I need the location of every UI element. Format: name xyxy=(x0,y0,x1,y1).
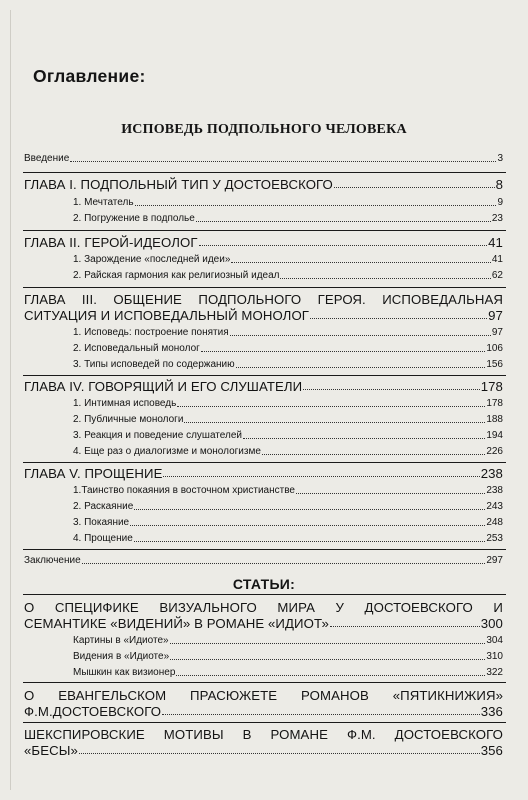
toc-chapter-3 xyxy=(24,308,503,323)
article-page: 336 xyxy=(480,704,503,719)
dot-leader xyxy=(310,308,487,319)
dot-leader xyxy=(176,667,485,676)
section-page: 226 xyxy=(486,446,503,457)
dot-leader xyxy=(231,254,490,263)
dot-leader xyxy=(170,635,486,644)
article-title: «БЕСЫ» xyxy=(24,743,78,758)
section-page: 322 xyxy=(486,667,503,678)
dot-leader xyxy=(134,501,485,510)
article-page: 356 xyxy=(480,743,503,758)
divider-rule xyxy=(23,375,506,376)
toc-section xyxy=(73,327,503,340)
divider-rule xyxy=(23,722,506,723)
section-page: 97 xyxy=(491,327,503,338)
toc-chapter-2 xyxy=(24,235,503,250)
chapter-title: ГЛАВА II. ГЕРОЙ-ИДЕОЛОГ xyxy=(24,235,198,250)
divider-rule xyxy=(23,594,506,595)
toc-section xyxy=(73,254,503,267)
toc-section xyxy=(73,270,503,283)
article-page: 300 xyxy=(480,616,503,631)
section-label: 1.Таинство покаяния в восточном христианстве xyxy=(73,485,295,496)
section-page: 243 xyxy=(486,501,503,512)
dot-leader xyxy=(130,517,485,526)
section-label: Картины в «Идиоте» xyxy=(73,635,169,646)
dot-leader xyxy=(184,414,485,423)
section-label: 3. Типы исповедей по содержанию xyxy=(73,359,235,370)
toc-chapter-5 xyxy=(24,466,503,481)
dot-leader xyxy=(70,153,496,162)
chapter-title: ГЛАВА I. ПОДПОЛЬНЫЙ ТИП У ДОСТОЕВСКОГО xyxy=(24,177,333,192)
dot-leader xyxy=(135,197,497,206)
section-label: 1. Интимная исповедь xyxy=(73,398,177,409)
chapter-title: СИТУАЦИЯ И ИСПОВЕДАЛЬНЫЙ МОНОЛОГ xyxy=(24,308,310,323)
toc-section xyxy=(73,430,503,443)
toc-article-1 xyxy=(24,616,503,631)
section-label: 1. Исповедь: построение понятия xyxy=(73,327,229,338)
article-title-line: ШЕКСПИРОВСКИЕ МОТИВЫ В РОМАНЕ Ф.М. ДОСТОЕВСКОГО xyxy=(24,727,503,742)
dot-leader xyxy=(201,343,486,352)
section-page: 9 xyxy=(497,197,503,208)
dot-leader xyxy=(296,485,485,494)
section-label: 2. Погружение в подполье xyxy=(73,213,195,224)
toc-entry-label: Заключение xyxy=(24,555,81,566)
chapter-page: 178 xyxy=(480,379,503,394)
section-page: 248 xyxy=(486,517,503,528)
divider-rule xyxy=(23,549,506,550)
section-page: 106 xyxy=(486,343,503,354)
dot-leader xyxy=(303,379,479,390)
divider-rule xyxy=(23,462,506,463)
article-title-line: О ЕВАНГЕЛЬСКОМ ПРАСЮЖЕТЕ РОМАНОВ «ПЯТИКНИЖИЯ» xyxy=(24,688,503,703)
section-label: 2. Раскаяние xyxy=(73,501,134,512)
toc-entry-conclusion xyxy=(24,555,503,568)
toc-section xyxy=(73,517,503,530)
toc-section xyxy=(73,398,503,411)
toc-section xyxy=(73,667,503,680)
divider-rule xyxy=(23,287,506,288)
toc-section xyxy=(73,359,503,372)
section-label: 2. Исповедальный монолог xyxy=(73,343,200,354)
dot-leader xyxy=(170,651,485,660)
dot-leader xyxy=(236,359,486,368)
section-label: 2. Публичные монологи xyxy=(73,414,184,425)
toc-section xyxy=(73,446,503,459)
section-page: 178 xyxy=(486,398,503,409)
section-label: 3. Покаяние xyxy=(73,517,130,528)
dot-leader xyxy=(330,616,480,627)
toc-chapter-4 xyxy=(24,379,503,394)
section-page: 41 xyxy=(491,254,503,265)
toc-entry-page: 3 xyxy=(497,153,503,164)
dot-leader xyxy=(82,555,486,564)
toc-section xyxy=(73,485,503,498)
dot-leader xyxy=(334,177,495,188)
chapter-title: ГЛАВА IV. ГОВОРЯЩИЙ И ЕГО СЛУШАТЕЛИ xyxy=(24,379,303,394)
section-label: Видения в «Идиоте» xyxy=(73,651,170,662)
chapter-page: 8 xyxy=(495,177,503,192)
dot-leader xyxy=(79,743,480,754)
chapter-page: 97 xyxy=(488,308,503,323)
dot-leader xyxy=(162,704,480,715)
section-page: 188 xyxy=(486,414,503,425)
toc-article-2 xyxy=(24,704,503,719)
toc-entry-label: Введение xyxy=(24,153,70,164)
article-title: Ф.М.ДОСТОЕВСКОГО xyxy=(24,704,162,719)
section-page: 156 xyxy=(486,359,503,370)
book-title: ИСПОВЕДЬ ПОДПОЛЬНОГО ЧЕЛОВЕКА xyxy=(121,122,407,137)
article-title: СЕМАНТИКЕ «ВИДЕНИЙ» В РОМАНЕ «ИДИОТ» xyxy=(24,616,329,631)
section-label: 2. Райская гармония как религиозный идеал xyxy=(73,270,280,281)
toc-chapter-1 xyxy=(24,177,503,192)
dot-leader xyxy=(163,466,479,477)
toc-section xyxy=(73,197,503,210)
toc-heading: Оглавление: xyxy=(33,66,146,86)
section-page: 238 xyxy=(486,485,503,496)
section-page: 310 xyxy=(486,651,503,662)
chapter-page: 41 xyxy=(488,235,503,250)
divider-rule xyxy=(23,172,506,173)
chapter-page: 238 xyxy=(480,466,503,481)
divider-rule xyxy=(23,682,506,683)
dot-leader xyxy=(199,235,488,246)
dot-leader xyxy=(134,533,486,542)
dot-leader xyxy=(177,398,485,407)
chapter-title-line: ГЛАВА III. ОБЩЕНИЕ ПОДПОЛЬНОГО ГЕРОЯ. ИСПОВЕДАЛЬНАЯ xyxy=(24,292,503,307)
toc-section xyxy=(73,651,503,664)
section-page: 194 xyxy=(486,430,503,441)
dot-leader xyxy=(196,213,491,222)
toc-entry-page: 297 xyxy=(486,555,503,566)
section-label: 1. Мечтатель xyxy=(73,197,134,208)
toc-section xyxy=(73,533,503,546)
section-label: 4. Прощение xyxy=(73,533,133,544)
section-page: 62 xyxy=(491,270,503,281)
toc-section xyxy=(73,343,503,356)
toc-article-3 xyxy=(24,743,503,758)
section-page: 23 xyxy=(491,213,503,224)
toc-section xyxy=(73,414,503,427)
chapter-title: ГЛАВА V. ПРОЩЕНИЕ xyxy=(24,466,163,481)
section-label: 1. Зарождение «последней идеи» xyxy=(73,254,231,265)
toc-entry-intro xyxy=(24,153,503,166)
dot-leader xyxy=(243,430,485,439)
dot-leader xyxy=(230,327,491,336)
section-page: 304 xyxy=(486,635,503,646)
section-label: 3. Реакция и поведение слушателей xyxy=(73,430,242,441)
articles-title: СТАТЬИ: xyxy=(232,576,296,592)
article-title-line: О СПЕЦИФИКЕ ВИЗУАЛЬНОГО МИРА У ДОСТОЕВСКОГО И xyxy=(24,600,503,615)
dot-leader xyxy=(262,446,485,455)
divider-rule xyxy=(23,230,506,231)
section-page: 253 xyxy=(486,533,503,544)
section-label: Мышкин как визионер xyxy=(73,667,176,678)
toc-section xyxy=(73,501,503,514)
toc-section xyxy=(73,635,503,648)
toc-section xyxy=(73,213,503,226)
section-label: 4. Еще раз о диалогизме и монологизме xyxy=(73,446,261,457)
dot-leader xyxy=(280,270,490,279)
